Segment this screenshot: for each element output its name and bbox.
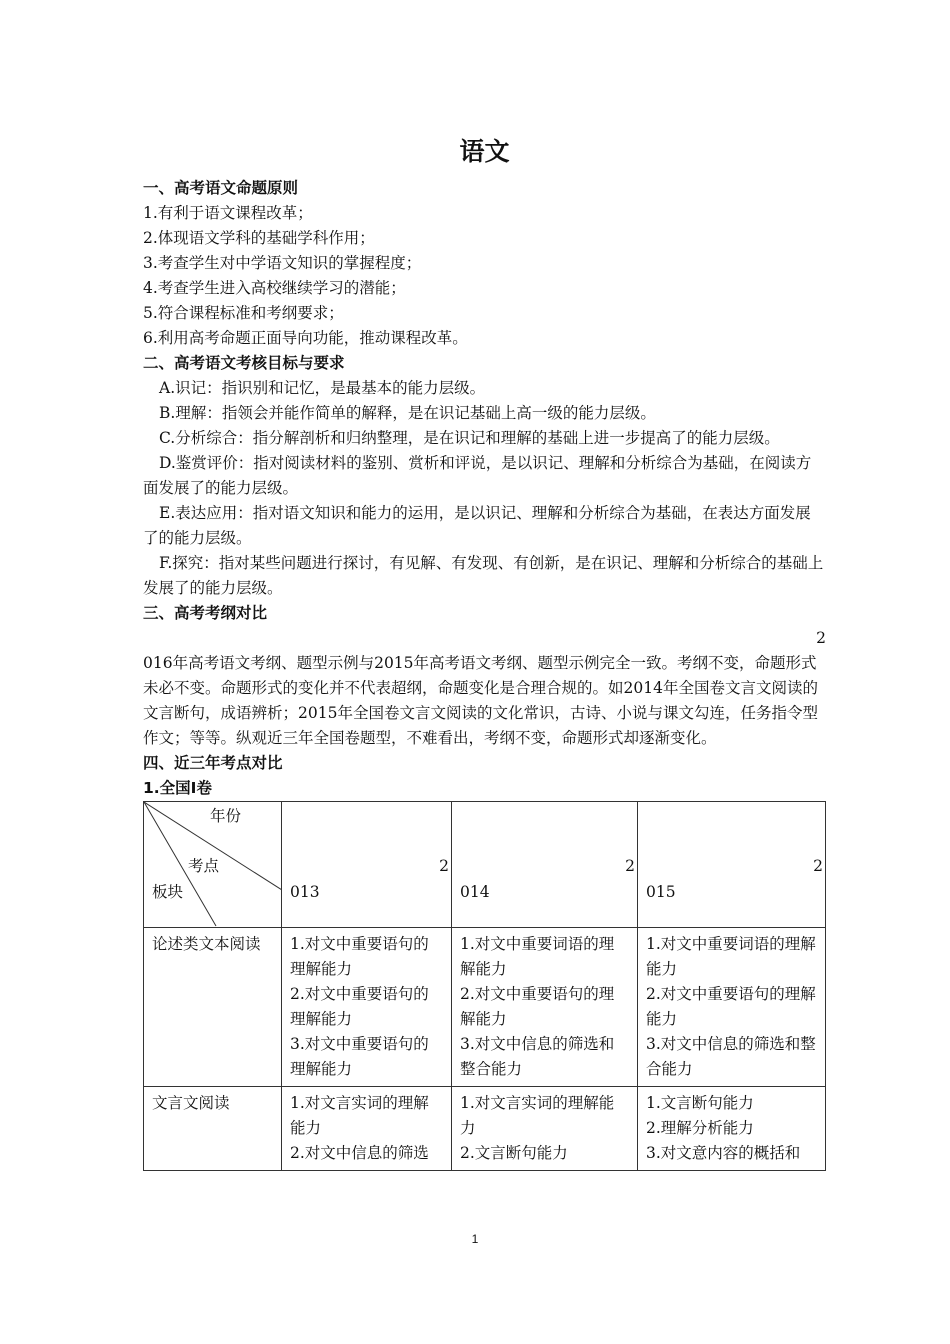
table-cell: 1.对文中重要词语的理解能力 2.对文中重要语句的理解能力 3.对文中信息的筛选和整合能力 [452,928,638,1087]
year-digit: 2 [813,857,823,875]
year-header-cell [638,802,826,928]
section-3-body: 016年高考语文考纲、题型示例与2015年高考语文考纲、题型示例完全一致。考纲不变，命题形式未必不变。命题形式的变化并不代表超纲，命题变化是合理合规的。如2014年全国卷文言文阅读的文言断句，成语辨析；2015年全国卷文言文阅读的文化常识，古诗、小说与课文勾连，任务指令型作文；等等。纵观近三年全国卷题型，不难看出，考纲不变，命题形式却逐渐变化。 [143,654,818,747]
exam-points-table [143,801,826,1171]
section-1-heading: 一、高考语文命题原则 [143,179,299,197]
principle-item: 5.符合课程标准和考纲要求； [143,304,344,322]
table-cell: 1.对文中重要词语的理解能力 2.对文中重要语句的理解能力 3.对文中信息的筛选和整合能力 [638,928,826,1087]
section-3-lead-digit: 2 [816,629,826,647]
principle-item: 1.有利于语文课程改革； [143,204,313,222]
principle-item: 6.利用高考命题正面导向功能，推动课程改革。 [143,329,468,347]
year-rest: 015 [646,883,676,901]
table-cell: 1.对文言实词的理解能力 2.对文中信息的筛选 [282,1087,452,1171]
goal-item: B.理解：指领会并能作简单的解释，是在识记基础上高一级的能力层级。 [159,404,656,422]
goal-item: F.探究：指对某些问题进行探讨，有见解、有发现、有创新，是在识记、理解和分析综合的基础上发展了的能力层级。 [143,554,824,597]
goal-item: A.识记：指识别和记忆，是最基本的能力层级。 [159,379,486,397]
year-digit: 2 [625,857,635,875]
corner-cell [144,802,282,928]
principle-item: 2.体现语文学科的基础学科作用； [143,229,375,247]
corner-year-label: 年份 [210,807,242,825]
goal-item: D.鉴赏评价：指对阅读材料的鉴别、赏析和评说，是以识记、理解和分析综合为基础，在阅读方面发展了的能力层级。 [143,454,812,497]
table-cell: 1.文言断句能力 2.理解分析能力 3.对文意内容的概括和 [638,1087,826,1171]
year-rest: 014 [460,883,490,901]
document-title: 语文 [459,137,510,166]
document-page [143,132,826,1171]
principle-item: 4.考查学生进入高校继续学习的潜能； [143,279,406,297]
goal-item: C.分析综合：指分解剖析和归纳整理，是在识记和理解的基础上进一步提高了的能力层级。 [159,429,780,447]
year-header-cell [452,802,638,928]
page-number: 1 [471,1232,479,1246]
corner-block-label: 板块 [152,883,184,901]
section-4-subheading: 1.全国Ⅰ卷 [143,779,212,797]
row-label-cell: 文言文阅读 [144,1087,282,1171]
section-4-heading: 四、近三年考点对比 [143,754,283,772]
corner-point-label: 考点 [188,857,220,875]
table-row [144,928,826,1087]
year-rest: 013 [290,883,320,901]
section-2-heading: 二、高考语文考核目标与要求 [143,354,345,372]
table-cell: 1.对文言实词的理解能力 2.文言断句能力 [452,1087,638,1171]
year-header-cell [282,802,452,928]
section-3-heading: 三、高考考纲对比 [143,604,268,622]
table-row [144,1087,826,1171]
row-label-cell: 论述类文本阅读 [144,928,282,1087]
principle-item: 3.考查学生对中学语文知识的掌握程度； [143,254,422,272]
table-cell: 1.对文中重要语句的理解能力 2.对文中重要语句的理解能力 3.对文中重要语句的理解能力 [282,928,452,1087]
year-digit: 2 [439,857,449,875]
goal-item: E.表达应用：指对语文知识和能力的运用，是以识记、理解和分析综合为基础，在表达方面发展了的能力层级。 [143,504,811,547]
table-header-row [144,802,826,928]
